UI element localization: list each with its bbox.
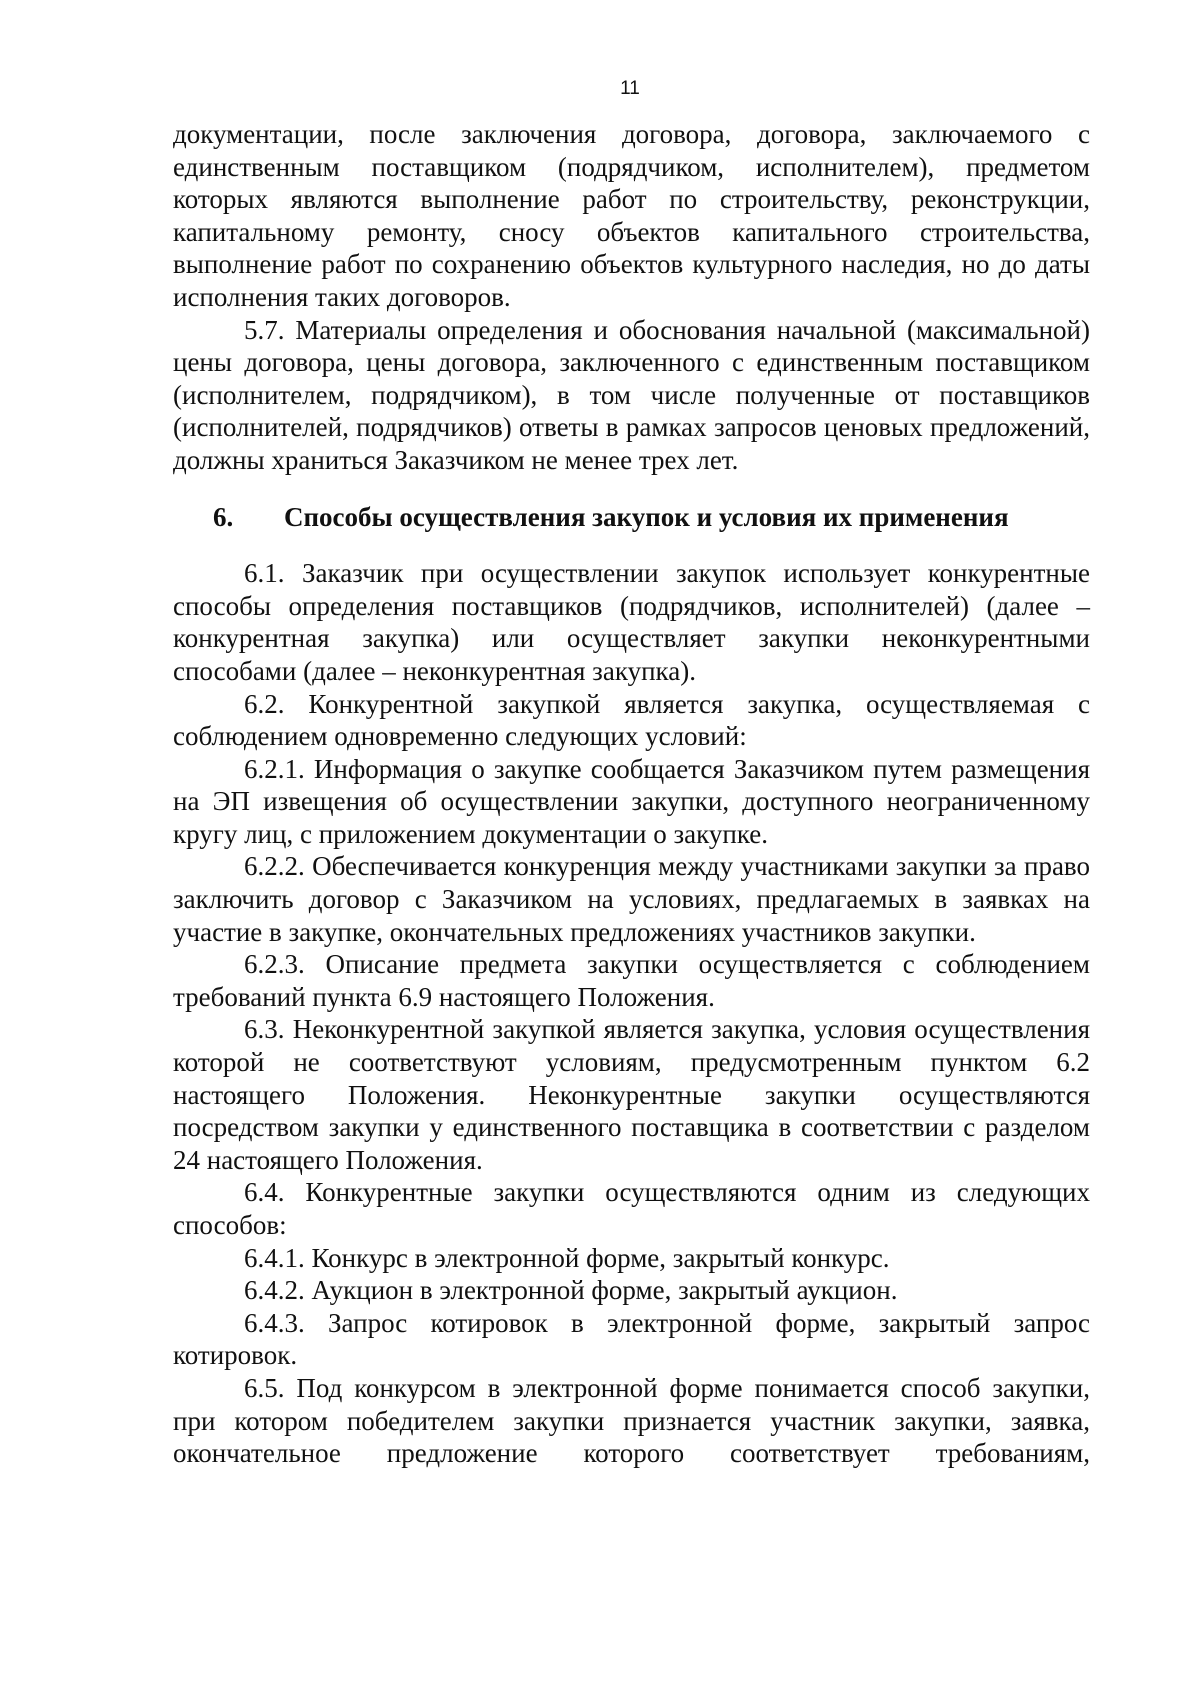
paragraph-6-4-3: 6.4.3. Запрос котировок в электронной форме, закрытый запрос котировок. <box>173 1307 1090 1371</box>
document-body <box>173 118 1090 1470</box>
paragraph-6-4: 6.4. Конкурентные закупки осуществляются одним из следующих способов: <box>173 1177 1090 1240</box>
section-6-title: Способы осуществления закупок и условия их применения <box>284 501 1009 532</box>
page-number: 11 <box>620 78 640 99</box>
section-6-heading <box>173 501 1090 534</box>
section-6-number: 6. <box>213 501 234 532</box>
paragraph-intro-continuation: документации, после заключения договора, договора, заключаемого с единственным поставщиком (подрядчиком, исполнителем), предметом которых являются выполнение работ по строительству, реконструкции, капитальному ремонту, сносу объектов капитального строительства, выполнение работ по сохранению объектов культурного наследия, но до даты исполнения таких договоров. <box>173 119 1090 312</box>
paragraph-5-7: 5.7. Материалы определения и обоснования начальной (максимальной) цены договора, цены договора, заключенного с единственным поставщиком (исполнителем, подрядчиком), в том числе полученные от поставщиков (исполнителей, подрядчиков) ответы в рамках запросов ценовых предложений, должны храниться Заказчиком не менее трех лет. <box>173 314 1090 475</box>
paragraph-6-2-1: 6.2.1. Информация о закупке сообщается Заказчиком путем размещения на ЭП извещения об осуществлении закупки, доступного неограниченному кругу лиц, с приложением документации о закупке. <box>173 753 1090 849</box>
paragraph-6-1: 6.1. Заказчик при осуществлении закупок использует конкурентные способы определения поставщиков (подрядчиков, исполнителей) (далее – конкурентная закупка) или осуществляет закупки неконкурентными способами (далее – неконкурентная закупка). <box>173 558 1090 686</box>
paragraph-6-4-1: 6.4.1. Конкурс в электронной форме, закрытый конкурс. <box>244 1242 890 1273</box>
paragraph-6-2: 6.2. Конкурентной закупкой является закупка, осуществляемая с соблюдением одновременно следующих условий: <box>173 688 1090 752</box>
paragraph-6-2-3: 6.2.3. Описание предмета закупки осуществляется с соблюдением требований пункта 6.9 настоящего Положения. <box>173 949 1090 1012</box>
paragraph-6-5: 6.5. Под конкурсом в электронной форме понимается способ закупки, при котором победителем закупки признается участник закупки, заявка, окончательное предложение которого соответствует требованиям, <box>173 1372 1090 1469</box>
paragraph-6-2-2: 6.2.2. Обеспечивается конкуренция между участниками закупки за право заключить договор с Заказчиком на условиях, предлагаемых в заявках на участие в закупке, окончательных предложениях участников закупки. <box>173 851 1090 947</box>
paragraph-6-4-2: 6.4.2. Аукцион в электронной форме, закрытый аукцион. <box>244 1275 898 1306</box>
paragraph-6-3: 6.3. Неконкурентной закупкой является закупка, условия осуществления которой не соответствуют условиям, предусмотренным пунктом 6.2 настоящего Положения. Неконкурентные закупки осуществляются посредством закупки у единственного поставщика в соответствии с разделом 24 настоящего Положения. <box>173 1014 1090 1175</box>
